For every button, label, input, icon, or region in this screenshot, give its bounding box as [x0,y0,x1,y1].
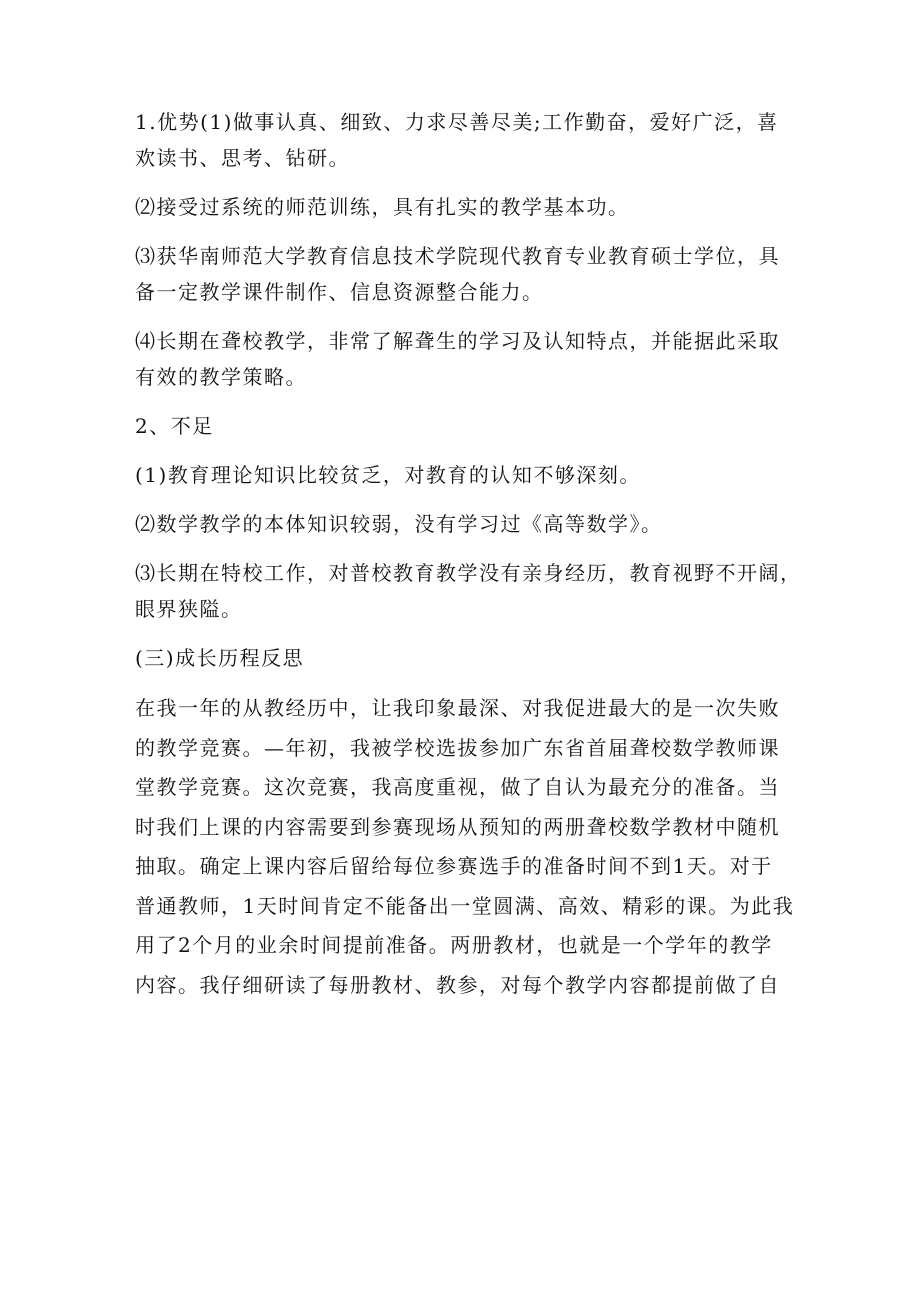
paragraph-p9 [135,640,807,676]
text-line: ⑵数学教学的本体知识较弱，没有学习过《高等数学》。 [135,512,663,536]
text-line: 欢读书、思考、钻研。 [135,146,350,170]
text-line: 备一定教学课件制作、信息资源整合能力。 [135,280,544,304]
paragraph-p4 [135,323,807,395]
paragraph-p6 [135,457,807,493]
paragraph-p7 [135,506,807,542]
text-line: 普通教师，1天时间肯定不能备出一堂圆满、高效、精彩的课。为此我 [135,893,795,918]
text-line: 抽取。确定上课内容后留给每位参赛选手的准备时间不到1天。对于 [135,854,773,878]
text-line: ⑶长期在特校工作，对普校教育教学没有亲身经历，教育视野不开阔， [135,561,802,585]
narrative-paragraph [135,689,807,1005]
text-line: (三)成长历程反思 [135,646,305,670]
text-line: ⑵接受过系统的师范训练，具有扎实的教学基本功。 [135,195,630,219]
text-line: 用了2个月的业余时间提前准备。两册教材，也就是一个学年的教学 [135,933,773,957]
text-line: 在我一年的从教经历中，让我印象最深、对我促进最大的是一次失败 [135,696,780,720]
text-line: (1)教育理论知识比较贫乏，对教育的认知不够深刻。 [135,463,641,487]
text-line: 2、不足 [135,414,214,438]
text-line: 有效的教学策略。 [135,365,307,389]
text-line: ⑷长期在聋校教学，非常了解聋生的学习及认知特点，并能据此采取 [135,329,780,353]
paragraph-p5 [135,408,807,444]
text-line: 时我们上课的内容需要到参赛现场从预知的两册聋校数学教材中随机 [135,814,780,839]
document-page [135,104,807,1005]
text-line: 内容。我仔细研读了每册教材、教参，对每个教学内容都提前做了自 [135,972,780,997]
text-line: 的教学竞赛。—年初，我被学校选拔参加广东省首届聋校数学教师课 [135,735,780,760]
text-line: 1.优势(1)做事认真、细致、力求尽善尽美;工作勤奋，爱好广泛，喜 [135,110,779,134]
paragraph-p1 [135,104,807,176]
text-line: ⑶获华南师范大学教育信息技术学院现代教育专业教育硕士学位，具 [135,244,780,268]
text-line: 眼界狭隘。 [135,597,243,621]
paragraph-p8 [135,555,807,627]
paragraph-list [135,104,807,676]
text-line: 堂教学竞赛。这次竞赛，我高度重视，做了自认为最充分的准备。当 [135,775,780,799]
paragraph-p2 [135,189,807,225]
paragraph-p3 [135,238,807,310]
